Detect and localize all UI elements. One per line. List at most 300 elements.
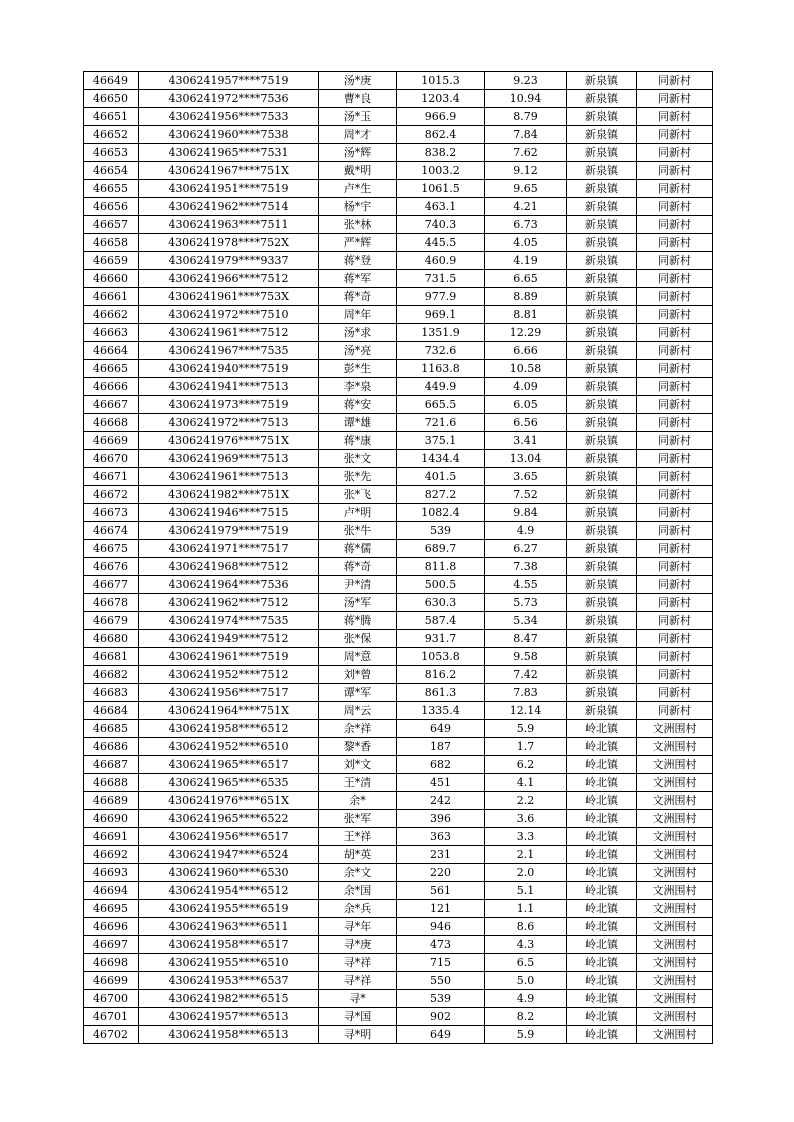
record-table <box>83 71 713 1044</box>
amount-cell: 550 <box>397 972 485 990</box>
person-name-cell: 汤*亮 <box>319 342 397 360</box>
person-name-cell: 王*清 <box>319 774 397 792</box>
amount-cell: 1434.4 <box>397 450 485 468</box>
town-cell: 新泉镇 <box>567 522 637 540</box>
table-row <box>84 486 713 504</box>
table-row <box>84 558 713 576</box>
person-name-cell: 周*年 <box>319 306 397 324</box>
value-cell: 5.73 <box>485 594 567 612</box>
village-cell: 同新村 <box>637 108 713 126</box>
person-name-cell: 张*保 <box>319 630 397 648</box>
table-row <box>84 468 713 486</box>
amount-cell: 689.7 <box>397 540 485 558</box>
value-cell: 8.47 <box>485 630 567 648</box>
value-cell: 6.2 <box>485 756 567 774</box>
record-id-cell: 46667 <box>84 396 139 414</box>
town-cell: 岭北镇 <box>567 792 637 810</box>
town-cell: 新泉镇 <box>567 702 637 720</box>
value-cell: 4.55 <box>485 576 567 594</box>
person-name-cell: 张*飞 <box>319 486 397 504</box>
record-id-cell: 46680 <box>84 630 139 648</box>
town-cell: 新泉镇 <box>567 180 637 198</box>
value-cell: 6.05 <box>485 396 567 414</box>
amount-cell: 1053.8 <box>397 648 485 666</box>
table-row <box>84 522 713 540</box>
person-name-cell: 周*才 <box>319 126 397 144</box>
amount-cell: 539 <box>397 990 485 1008</box>
village-cell: 同新村 <box>637 630 713 648</box>
id-number-cell: 4306241961****753X <box>139 288 319 306</box>
value-cell: 5.34 <box>485 612 567 630</box>
id-number-cell: 4306241979****7519 <box>139 522 319 540</box>
table-row <box>84 504 713 522</box>
amount-cell: 715 <box>397 954 485 972</box>
person-name-cell: 卢*明 <box>319 504 397 522</box>
value-cell: 4.3 <box>485 936 567 954</box>
village-cell: 同新村 <box>637 234 713 252</box>
amount-cell: 969.1 <box>397 306 485 324</box>
value-cell: 13.04 <box>485 450 567 468</box>
amount-cell: 902 <box>397 1008 485 1026</box>
village-cell: 同新村 <box>637 450 713 468</box>
table-row <box>84 990 713 1008</box>
record-id-cell: 46674 <box>84 522 139 540</box>
record-id-cell: 46686 <box>84 738 139 756</box>
record-id-cell: 46656 <box>84 198 139 216</box>
village-cell: 同新村 <box>637 198 713 216</box>
town-cell: 岭北镇 <box>567 918 637 936</box>
id-number-cell: 4306241940****7519 <box>139 360 319 378</box>
record-id-cell: 46670 <box>84 450 139 468</box>
town-cell: 新泉镇 <box>567 324 637 342</box>
value-cell: 5.0 <box>485 972 567 990</box>
record-id-cell: 46651 <box>84 108 139 126</box>
record-id-cell: 46701 <box>84 1008 139 1026</box>
id-number-cell: 4306241972****7536 <box>139 90 319 108</box>
record-id-cell: 46691 <box>84 828 139 846</box>
id-number-cell: 4306241958****6517 <box>139 936 319 954</box>
record-id-cell: 46687 <box>84 756 139 774</box>
amount-cell: 731.5 <box>397 270 485 288</box>
id-number-cell: 4306241979****9337 <box>139 252 319 270</box>
village-cell: 同新村 <box>637 162 713 180</box>
amount-cell: 401.5 <box>397 468 485 486</box>
person-name-cell: 蒋*奇 <box>319 558 397 576</box>
record-id-cell: 46669 <box>84 432 139 450</box>
table-row <box>84 540 713 558</box>
village-cell: 同新村 <box>637 576 713 594</box>
table-row <box>84 846 713 864</box>
village-cell: 同新村 <box>637 126 713 144</box>
person-name-cell: 寻* <box>319 990 397 1008</box>
town-cell: 新泉镇 <box>567 108 637 126</box>
id-number-cell: 4306241982****6515 <box>139 990 319 1008</box>
village-cell: 同新村 <box>637 432 713 450</box>
amount-cell: 500.5 <box>397 576 485 594</box>
person-name-cell: 戴*明 <box>319 162 397 180</box>
village-cell: 同新村 <box>637 360 713 378</box>
amount-cell: 1061.5 <box>397 180 485 198</box>
id-number-cell: 4306241955****6510 <box>139 954 319 972</box>
value-cell: 4.19 <box>485 252 567 270</box>
table-row <box>84 576 713 594</box>
value-cell: 5.9 <box>485 720 567 738</box>
village-cell: 同新村 <box>637 324 713 342</box>
amount-cell: 1082.4 <box>397 504 485 522</box>
record-id-cell: 46665 <box>84 360 139 378</box>
record-id-cell: 46676 <box>84 558 139 576</box>
record-id-cell: 46689 <box>84 792 139 810</box>
village-cell: 文洲围村 <box>637 918 713 936</box>
amount-cell: 732.6 <box>397 342 485 360</box>
table-row <box>84 252 713 270</box>
record-id-cell: 46661 <box>84 288 139 306</box>
value-cell: 4.21 <box>485 198 567 216</box>
amount-cell: 811.8 <box>397 558 485 576</box>
person-name-cell: 余*祥 <box>319 720 397 738</box>
value-cell: 4.09 <box>485 378 567 396</box>
amount-cell: 121 <box>397 900 485 918</box>
id-number-cell: 4306241974****7535 <box>139 612 319 630</box>
town-cell: 新泉镇 <box>567 234 637 252</box>
village-cell: 同新村 <box>637 90 713 108</box>
person-name-cell: 汤*求 <box>319 324 397 342</box>
town-cell: 岭北镇 <box>567 972 637 990</box>
amount-cell: 838.2 <box>397 144 485 162</box>
table-row <box>84 954 713 972</box>
id-number-cell: 4306241972****7510 <box>139 306 319 324</box>
id-number-cell: 4306241971****7517 <box>139 540 319 558</box>
id-number-cell: 4306241949****7512 <box>139 630 319 648</box>
table-row <box>84 864 713 882</box>
table-row <box>84 918 713 936</box>
id-number-cell: 4306241953****6537 <box>139 972 319 990</box>
id-number-cell: 4306241962****7514 <box>139 198 319 216</box>
village-cell: 同新村 <box>637 684 713 702</box>
town-cell: 新泉镇 <box>567 288 637 306</box>
person-name-cell: 蒋*腾 <box>319 612 397 630</box>
town-cell: 新泉镇 <box>567 378 637 396</box>
amount-cell: 449.9 <box>397 378 485 396</box>
value-cell: 10.58 <box>485 360 567 378</box>
value-cell: 2.2 <box>485 792 567 810</box>
record-id-cell: 46682 <box>84 666 139 684</box>
town-cell: 新泉镇 <box>567 594 637 612</box>
id-number-cell: 4306241967****7535 <box>139 342 319 360</box>
person-name-cell: 寻*庚 <box>319 936 397 954</box>
value-cell: 4.9 <box>485 990 567 1008</box>
town-cell: 新泉镇 <box>567 270 637 288</box>
town-cell: 新泉镇 <box>567 72 637 90</box>
amount-cell: 363 <box>397 828 485 846</box>
village-cell: 文洲围村 <box>637 972 713 990</box>
id-number-cell: 4306241951****7519 <box>139 180 319 198</box>
table-row <box>84 432 713 450</box>
record-id-cell: 46688 <box>84 774 139 792</box>
id-number-cell: 4306241982****751X <box>139 486 319 504</box>
value-cell: 7.38 <box>485 558 567 576</box>
village-cell: 同新村 <box>637 378 713 396</box>
table-row <box>84 936 713 954</box>
town-cell: 新泉镇 <box>567 576 637 594</box>
amount-cell: 649 <box>397 1026 485 1044</box>
record-id-cell: 46666 <box>84 378 139 396</box>
record-id-cell: 46653 <box>84 144 139 162</box>
person-name-cell: 张*先 <box>319 468 397 486</box>
amount-cell: 1015.3 <box>397 72 485 90</box>
person-name-cell: 尹*清 <box>319 576 397 594</box>
record-id-cell: 46681 <box>84 648 139 666</box>
value-cell: 9.23 <box>485 72 567 90</box>
table-row <box>84 720 713 738</box>
record-id-cell: 46658 <box>84 234 139 252</box>
table-row <box>84 972 713 990</box>
person-name-cell: 曹*良 <box>319 90 397 108</box>
person-name-cell: 蒋*登 <box>319 252 397 270</box>
amount-cell: 827.2 <box>397 486 485 504</box>
id-number-cell: 4306241957****7519 <box>139 72 319 90</box>
id-number-cell: 4306241965****6517 <box>139 756 319 774</box>
value-cell: 7.42 <box>485 666 567 684</box>
id-number-cell: 4306241973****7519 <box>139 396 319 414</box>
record-id-cell: 46697 <box>84 936 139 954</box>
id-number-cell: 4306241941****7513 <box>139 378 319 396</box>
table-row <box>84 180 713 198</box>
id-number-cell: 4306241961****7512 <box>139 324 319 342</box>
village-cell: 同新村 <box>637 396 713 414</box>
record-id-cell: 46700 <box>84 990 139 1008</box>
id-number-cell: 4306241976****651X <box>139 792 319 810</box>
amount-cell: 1003.2 <box>397 162 485 180</box>
value-cell: 8.2 <box>485 1008 567 1026</box>
village-cell: 文洲围村 <box>637 810 713 828</box>
value-cell: 9.58 <box>485 648 567 666</box>
person-name-cell: 张*牛 <box>319 522 397 540</box>
record-id-cell: 46655 <box>84 180 139 198</box>
record-id-cell: 46679 <box>84 612 139 630</box>
value-cell: 9.84 <box>485 504 567 522</box>
village-cell: 文洲围村 <box>637 990 713 1008</box>
record-id-cell: 46695 <box>84 900 139 918</box>
value-cell: 8.6 <box>485 918 567 936</box>
town-cell: 新泉镇 <box>567 126 637 144</box>
village-cell: 文洲围村 <box>637 864 713 882</box>
id-number-cell: 4306241946****7515 <box>139 504 319 522</box>
record-id-cell: 46663 <box>84 324 139 342</box>
value-cell: 3.41 <box>485 432 567 450</box>
person-name-cell: 余*文 <box>319 864 397 882</box>
town-cell: 岭北镇 <box>567 846 637 864</box>
village-cell: 同新村 <box>637 252 713 270</box>
village-cell: 文洲围村 <box>637 1026 713 1044</box>
table-row <box>84 630 713 648</box>
person-name-cell: 黎*香 <box>319 738 397 756</box>
table-row <box>84 162 713 180</box>
id-number-cell: 4306241969****7513 <box>139 450 319 468</box>
town-cell: 岭北镇 <box>567 1008 637 1026</box>
id-number-cell: 4306241956****6517 <box>139 828 319 846</box>
value-cell: 1.7 <box>485 738 567 756</box>
town-cell: 新泉镇 <box>567 630 637 648</box>
record-id-cell: 46698 <box>84 954 139 972</box>
village-cell: 文洲围村 <box>637 936 713 954</box>
person-name-cell: 蒋*奇 <box>319 288 397 306</box>
amount-cell: 473 <box>397 936 485 954</box>
record-id-cell: 46659 <box>84 252 139 270</box>
record-id-cell: 46650 <box>84 90 139 108</box>
table-row <box>84 1026 713 1044</box>
value-cell: 4.9 <box>485 522 567 540</box>
town-cell: 岭北镇 <box>567 990 637 1008</box>
person-name-cell: 寻*年 <box>319 918 397 936</box>
village-cell: 同新村 <box>637 306 713 324</box>
town-cell: 岭北镇 <box>567 954 637 972</box>
village-cell: 同新村 <box>637 594 713 612</box>
town-cell: 岭北镇 <box>567 936 637 954</box>
record-id-cell: 46673 <box>84 504 139 522</box>
record-table-body <box>84 72 713 1044</box>
record-id-cell: 46652 <box>84 126 139 144</box>
village-cell: 同新村 <box>637 216 713 234</box>
record-id-cell: 46692 <box>84 846 139 864</box>
id-number-cell: 4306241965****6522 <box>139 810 319 828</box>
id-number-cell: 4306241965****7531 <box>139 144 319 162</box>
amount-cell: 1351.9 <box>397 324 485 342</box>
table-row <box>84 450 713 468</box>
amount-cell: 220 <box>397 864 485 882</box>
amount-cell: 460.9 <box>397 252 485 270</box>
village-cell: 文洲围村 <box>637 1008 713 1026</box>
person-name-cell: 刘*曾 <box>319 666 397 684</box>
value-cell: 7.83 <box>485 684 567 702</box>
village-cell: 同新村 <box>637 702 713 720</box>
table-row <box>84 72 713 90</box>
record-id-cell: 46660 <box>84 270 139 288</box>
table-row <box>84 594 713 612</box>
amount-cell: 946 <box>397 918 485 936</box>
person-name-cell: 蒋*儒 <box>319 540 397 558</box>
value-cell: 2.0 <box>485 864 567 882</box>
amount-cell: 816.2 <box>397 666 485 684</box>
person-name-cell: 胡*英 <box>319 846 397 864</box>
village-cell: 同新村 <box>637 468 713 486</box>
person-name-cell: 汤*玉 <box>319 108 397 126</box>
record-id-cell: 46694 <box>84 882 139 900</box>
town-cell: 岭北镇 <box>567 882 637 900</box>
amount-cell: 740.3 <box>397 216 485 234</box>
amount-cell: 587.4 <box>397 612 485 630</box>
village-cell: 同新村 <box>637 504 713 522</box>
table-row <box>84 216 713 234</box>
table-row <box>84 900 713 918</box>
table-row <box>84 288 713 306</box>
id-number-cell: 4306241978****752X <box>139 234 319 252</box>
record-id-cell: 46693 <box>84 864 139 882</box>
town-cell: 新泉镇 <box>567 90 637 108</box>
amount-cell: 1335.4 <box>397 702 485 720</box>
village-cell: 同新村 <box>637 558 713 576</box>
amount-cell: 242 <box>397 792 485 810</box>
village-cell: 同新村 <box>637 522 713 540</box>
value-cell: 9.65 <box>485 180 567 198</box>
town-cell: 新泉镇 <box>567 252 637 270</box>
table-row <box>84 738 713 756</box>
id-number-cell: 4306241960****7538 <box>139 126 319 144</box>
id-number-cell: 4306241976****751X <box>139 432 319 450</box>
id-number-cell: 4306241963****6511 <box>139 918 319 936</box>
value-cell: 1.1 <box>485 900 567 918</box>
id-number-cell: 4306241947****6524 <box>139 846 319 864</box>
person-name-cell: 蒋*军 <box>319 270 397 288</box>
town-cell: 新泉镇 <box>567 558 637 576</box>
town-cell: 新泉镇 <box>567 540 637 558</box>
record-id-cell: 46672 <box>84 486 139 504</box>
amount-cell: 231 <box>397 846 485 864</box>
person-name-cell: 严*辉 <box>319 234 397 252</box>
id-number-cell: 4306241957****6513 <box>139 1008 319 1026</box>
village-cell: 文洲围村 <box>637 792 713 810</box>
town-cell: 新泉镇 <box>567 342 637 360</box>
value-cell: 12.14 <box>485 702 567 720</box>
value-cell: 7.52 <box>485 486 567 504</box>
amount-cell: 977.9 <box>397 288 485 306</box>
record-id-cell: 46654 <box>84 162 139 180</box>
person-name-cell: 汤*军 <box>319 594 397 612</box>
id-number-cell: 4306241961****7519 <box>139 648 319 666</box>
id-number-cell: 4306241958****6512 <box>139 720 319 738</box>
table-row <box>84 360 713 378</box>
table-row <box>84 774 713 792</box>
amount-cell: 665.5 <box>397 396 485 414</box>
person-name-cell: 谭*雄 <box>319 414 397 432</box>
town-cell: 岭北镇 <box>567 756 637 774</box>
person-name-cell: 杨*宇 <box>319 198 397 216</box>
id-number-cell: 4306241964****7536 <box>139 576 319 594</box>
table-row <box>84 126 713 144</box>
id-number-cell: 4306241952****7512 <box>139 666 319 684</box>
town-cell: 岭北镇 <box>567 1026 637 1044</box>
amount-cell: 682 <box>397 756 485 774</box>
value-cell: 6.65 <box>485 270 567 288</box>
record-id-cell: 46678 <box>84 594 139 612</box>
table-row <box>84 324 713 342</box>
value-cell: 5.1 <box>485 882 567 900</box>
value-cell: 7.84 <box>485 126 567 144</box>
village-cell: 文洲围村 <box>637 954 713 972</box>
amount-cell: 649 <box>397 720 485 738</box>
person-name-cell: 寻*祥 <box>319 972 397 990</box>
amount-cell: 966.9 <box>397 108 485 126</box>
table-row <box>84 1008 713 1026</box>
record-id-cell: 46683 <box>84 684 139 702</box>
village-cell: 同新村 <box>637 342 713 360</box>
town-cell: 新泉镇 <box>567 144 637 162</box>
town-cell: 新泉镇 <box>567 450 637 468</box>
village-cell: 文洲围村 <box>637 738 713 756</box>
value-cell: 6.66 <box>485 342 567 360</box>
town-cell: 岭北镇 <box>567 738 637 756</box>
value-cell: 10.94 <box>485 90 567 108</box>
town-cell: 新泉镇 <box>567 306 637 324</box>
record-id-cell: 46677 <box>84 576 139 594</box>
table-row <box>84 342 713 360</box>
value-cell: 4.1 <box>485 774 567 792</box>
table-row <box>84 792 713 810</box>
record-id-cell: 46668 <box>84 414 139 432</box>
table-row <box>84 666 713 684</box>
record-id-cell: 46696 <box>84 918 139 936</box>
town-cell: 新泉镇 <box>567 504 637 522</box>
